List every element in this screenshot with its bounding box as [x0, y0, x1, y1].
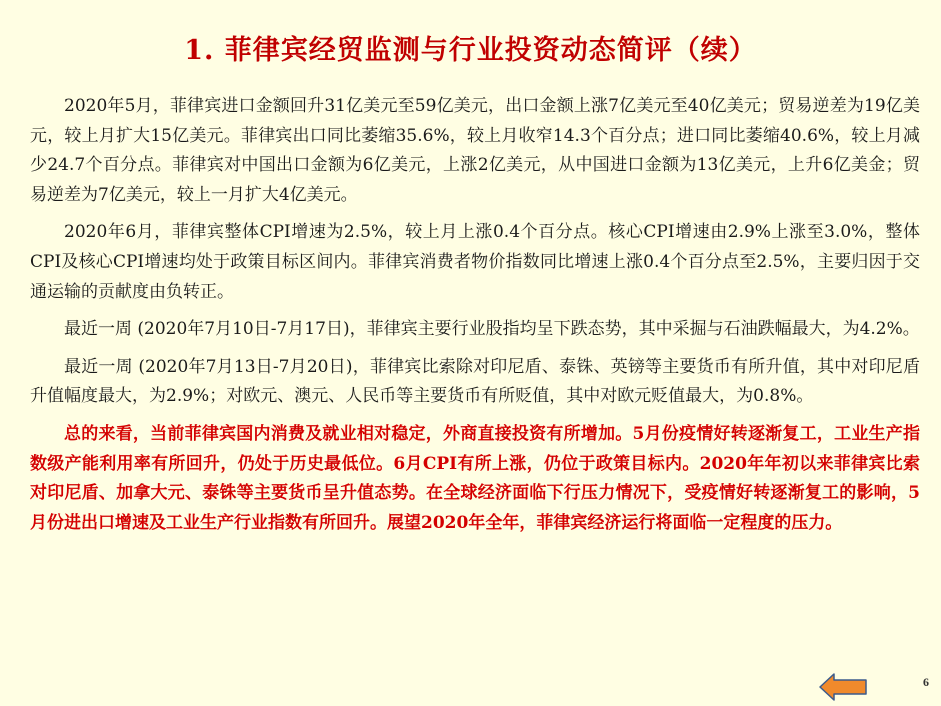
paragraph-cpi: 2020年6月，菲律宾整体CPI增速为2.5%，较上月上涨0.4个百分点。核心CPI增速由2.9%上涨至3.0%，整体CPI及核心CPI增速均处于政策目标区间内。菲律宾消费者物价指数同比增速上涨0.4个百分点至2.5%，主要归因于交通运输的贡献度由负转正。: [30, 222, 920, 302]
left-arrow-icon: [818, 672, 868, 702]
paragraph-summary: 总的来看，当前菲律宾国内消费及就业相对稳定，外商直接投资有所增加。5月份疫情好转逐渐复工，工业生产指数级产能利用率有所回升，仍处于历史最低位。6月CPI有所上涨，仍位于政策目标内。2020年年初以来菲律宾比索对印尼盾、加拿大元、泰铢等主要货币呈升值态势。在全球经济面临下行压力情况下，受疫情好转逐渐复工的影响，5月份进出口增速及工业生产行业指数有所回升。展望2020年全年，菲律宾经济运行将面临一定程度的压力。: [30, 423, 920, 533]
paragraph-trade: 2020年5月，菲律宾进口金额回升31亿美元至59亿美元，出口金额上涨7亿美元至40亿美元；贸易逆差为19亿美元，较上月扩大15亿美元。菲律宾出口同比萎缩35.6%，较上月收窄14.3个百分点；进口同比萎缩40.6%，较上月减少24.7个百分点。菲律宾对中国出口金额为6亿美元，上涨2亿美元，从中国进口金额为13亿美元，上升6亿美金；贸易逆差为7亿美元，较上一月扩大4亿美元。: [30, 96, 920, 205]
page-number: 6: [923, 675, 929, 689]
slide-title: 1. 菲律宾经贸监测与行业投资动态简评（续）: [184, 35, 757, 66]
paragraph-stock-index: 最近一周 (2020年7月10日-7月17日)，菲律宾主要行业股指均呈下跌态势，其中采掘与石油跌幅最大，为4.2%。: [64, 319, 920, 340]
back-arrow-button[interactable]: [818, 672, 868, 702]
slide-body: [30, 92, 920, 546]
paragraph-currency: 最近一周 (2020年7月13日-7月20日)，菲律宾比索除对印尼盾、泰铢、英镑等主要货币有所升值，其中对印尼盾升值幅度最大，为2.9%；对欧元、澳元、人民币等主要货币有所贬值，其中对欧元贬值最大，为0.8%。: [30, 356, 920, 407]
